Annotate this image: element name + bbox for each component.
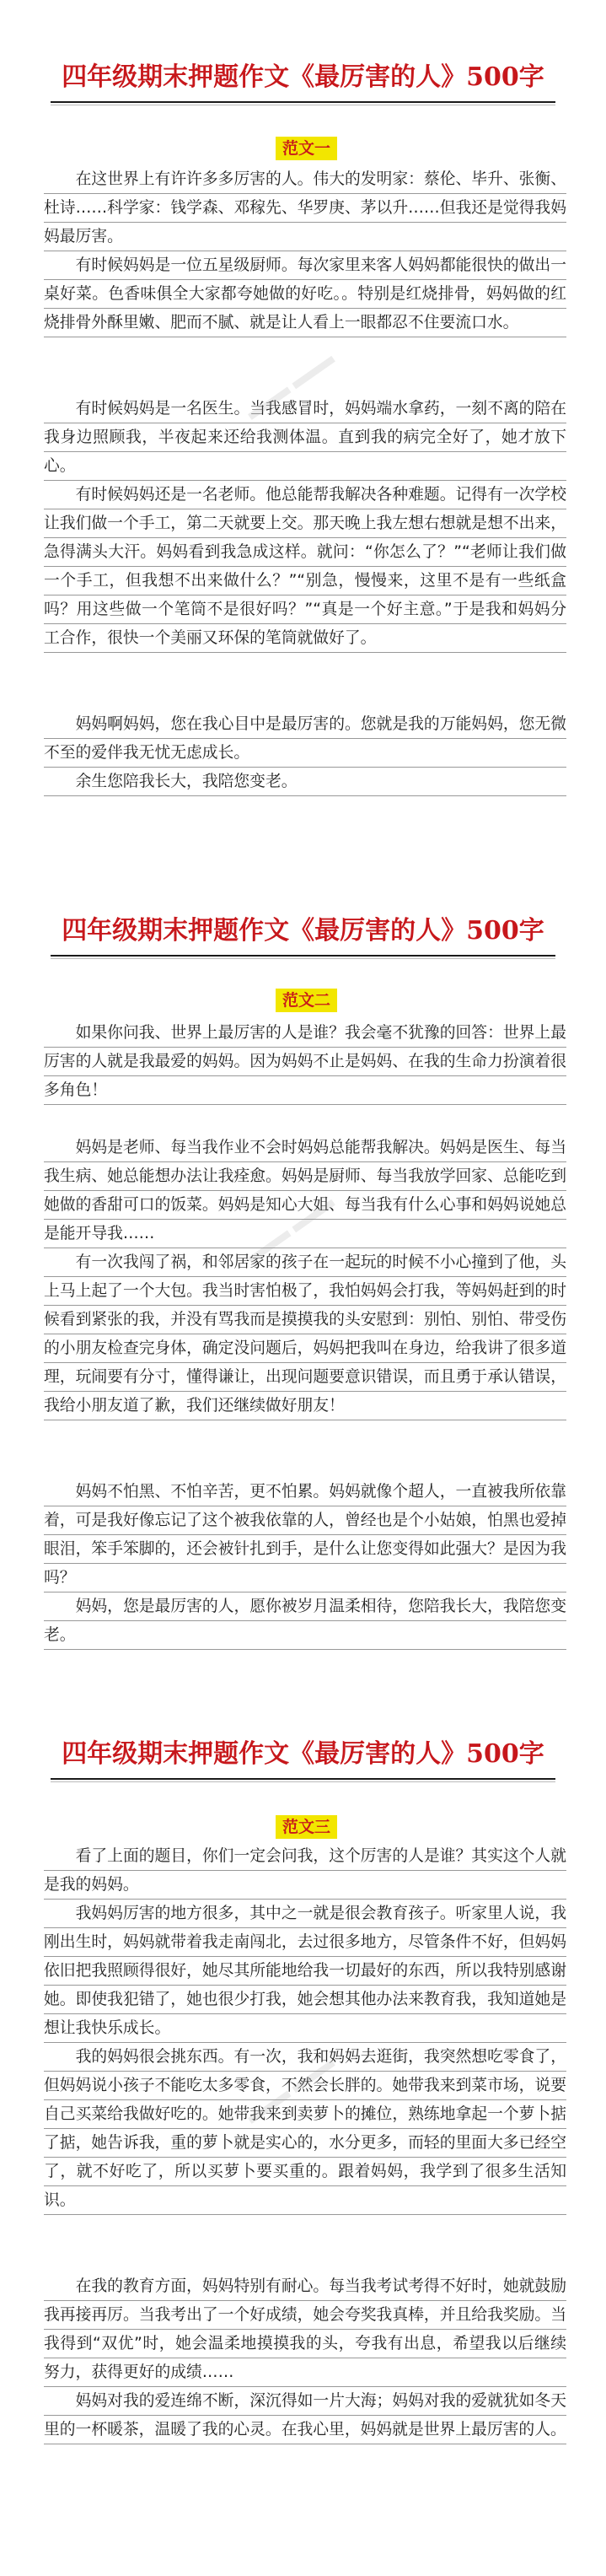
essay-paragraph: 我的妈妈很会挑东西。有一次，我和妈妈去逛街，我突然想吃零食了，但妈妈说小孩子不能吃太多零食，不然会长胖的。她带我来到菜市场，说要自己买菜给我做好吃的。她带我来到卖萝卜的摊位，熟练地拿起一个萝卜掂了掂，她告诉我，重的萝卜就是实心的，水分更多，而轻的里面大多已经空了，就不好吃了，所以买萝卜要买重的。跟着妈妈，我学到了很多生活知识。 [44,2043,566,2215]
watermark: —— [228,328,352,443]
essay-title: 四年级期末押题作文《最厉害的人》500字 [62,916,544,946]
essay-paragraph: 如果你问我、世界上最厉害的人是谁？我会毫不犹豫的回答：世界上最厉害的人就是我最爱的妈妈。因为妈妈不止是妈妈、在我的生命力扮演着很多角色！ [44,1019,566,1105]
essay-paragraph: 妈妈啊妈妈，您在我心目中是最厉害的。您就是我的万能妈妈，您无微不至的爱伴我无忧无虑成长。 [44,710,566,768]
essay-paragraph: 有时候妈妈是一名医生。当我感冒时，妈妈端水拿药，一刻不离的陪在我身边照顾我，半夜起来还给我测体温。直到我的病完全好了，她才放下心。 [44,395,566,481]
essay-paragraph: 在这世界上有许许多多厉害的人。伟大的发明家：蔡伦、毕升、张衡、杜诗……科学家：钱学森、邓稼先、华罗庚、茅以升……但我还是觉得我妈妈最厉害。 [44,165,566,251]
essay-paragraph: 有一次我闯了祸，和邻居家的孩子在一起玩的时候不小心撞到了他，头上马上起了一个大包。我当时害怕极了，我怕妈妈会打我，等妈妈赶到的时候看到紧张的我，并没有骂我而是摸摸我的头安慰到：别怕、别怕、带受伤的小朋友检查完身体，确定没问题后，妈妈把我叫在身边，给我讲了很多道理，玩闹要有分寸，懂得谦让，出现问题要意识错误，而且勇于承认错误，我给小朋友道了歉，我们还继续做好朋友！ [44,1248,566,1420]
sample-essay-badge: 范文三 [276,1815,337,1839]
essay-paragraph: 有时候妈妈是一位五星级厨师。每次家里来客人妈妈都能很快的做出一桌好菜。色香味俱全大家都夸她做的好吃。。特别是红烧排骨，妈妈做的红烧排骨外酥里嫩、肥而不腻、就是让人看上一眼都忍不住要流口水。 [44,251,566,337]
title-underline [51,101,555,103]
essay-paragraph: 妈妈不怕黑、不怕辛苦，更不怕累。妈妈就像个超人，一直被我所依靠着，可是我好像忘记了这个被我依靠的人，曾经也是个小姑娘，怕黑也爱掉眼泪，笨手笨脚的，还会被针扎到手，是什么让您变得如此强大？是因为我吗？ [44,1478,566,1592]
essay-paragraph: 看了上面的题目，你们一定会问我，这个厉害的人是谁？其实这个人就是我的妈妈。 [44,1842,566,1900]
essay-paragraph: 妈妈对我的爱连绵不断，深沉得如一片大海；妈妈对我的爱就犹如冬天里的一杯暖茶，温暖了我的心灵。在我心里，妈妈就是世界上最厉害的人。 [44,2387,566,2444]
title-underline-shadow [51,1781,555,1782]
essay-paragraph: 妈妈，您是最厉害的人，愿你被岁月温柔相待，您陪我长大，我陪您变老。 [44,1592,566,1650]
essay-title: 四年级期末押题作文《最厉害的人》500字 [62,62,544,92]
sample-essay-badge: 范文二 [276,989,337,1012]
essay-paragraph: 我妈妈厉害的地方很多，其中之一就是很会教育孩子。听家里人说，我刚出生时，妈妈就带着我走南闯北，去过很多地方，尽管条件不好，但妈妈依旧把我照顾得很好，她尽其所能地给我一切最好的东西，所以我特别感谢她。即使我犯错了，她也很少打我，她会想其他办法来教育我，我知道她是想让我快乐成长。 [44,1900,566,2043]
essay-paragraph: 妈妈是老师、每当我作业不会时妈妈总能帮我解决。妈妈是医生、每当我生病、她总能想办法让我痊愈。妈妈是厨师、每当我放学回家、总能吃到她做的香甜可口的饭菜。妈妈是知心大姐、每当我有什么心事和妈妈说她总是能开导我…… [44,1134,566,1248]
essay-paragraph: 余生您陪我长大，我陪您变老。 [44,768,566,796]
sample-essay-badge: 范文一 [276,137,337,160]
title-underline [51,1778,555,1780]
title-underline-shadow [51,958,555,959]
essay-title: 四年级期末押题作文《最厉害的人》500字 [62,1739,544,1769]
essay-paragraph: 有时候妈妈还是一名老师。他总能帮我解决各种难题。记得有一次学校让我们做一个手工，第二天就要上交。那天晚上我左想右想就是想不出来，急得满头大汗。妈妈看到我急成这样。就问：“你怎么了？”“老师让我们做一个手工，但我想不出来做什么？”“别急，慢慢来，这里不是有一些纸盒吗？用这些做一个笔筒不是很好吗？”“真是一个好主意。”于是我和妈妈分工合作，很快一个美丽又环保的笔筒就做好了。 [44,481,566,653]
title-underline [51,955,555,957]
essay-paragraph: 在我的教育方面，妈妈特别有耐心。每当我考试考得不好时，她就鼓励我再接再厉。当我考出了一个好成绩，她会夸奖我真棒，并且给我奖励。当我得到“双优”时，她会温柔地摸摸我的头，夸我有出息，希望我以后继续努力，获得更好的成绩…… [44,2272,566,2387]
